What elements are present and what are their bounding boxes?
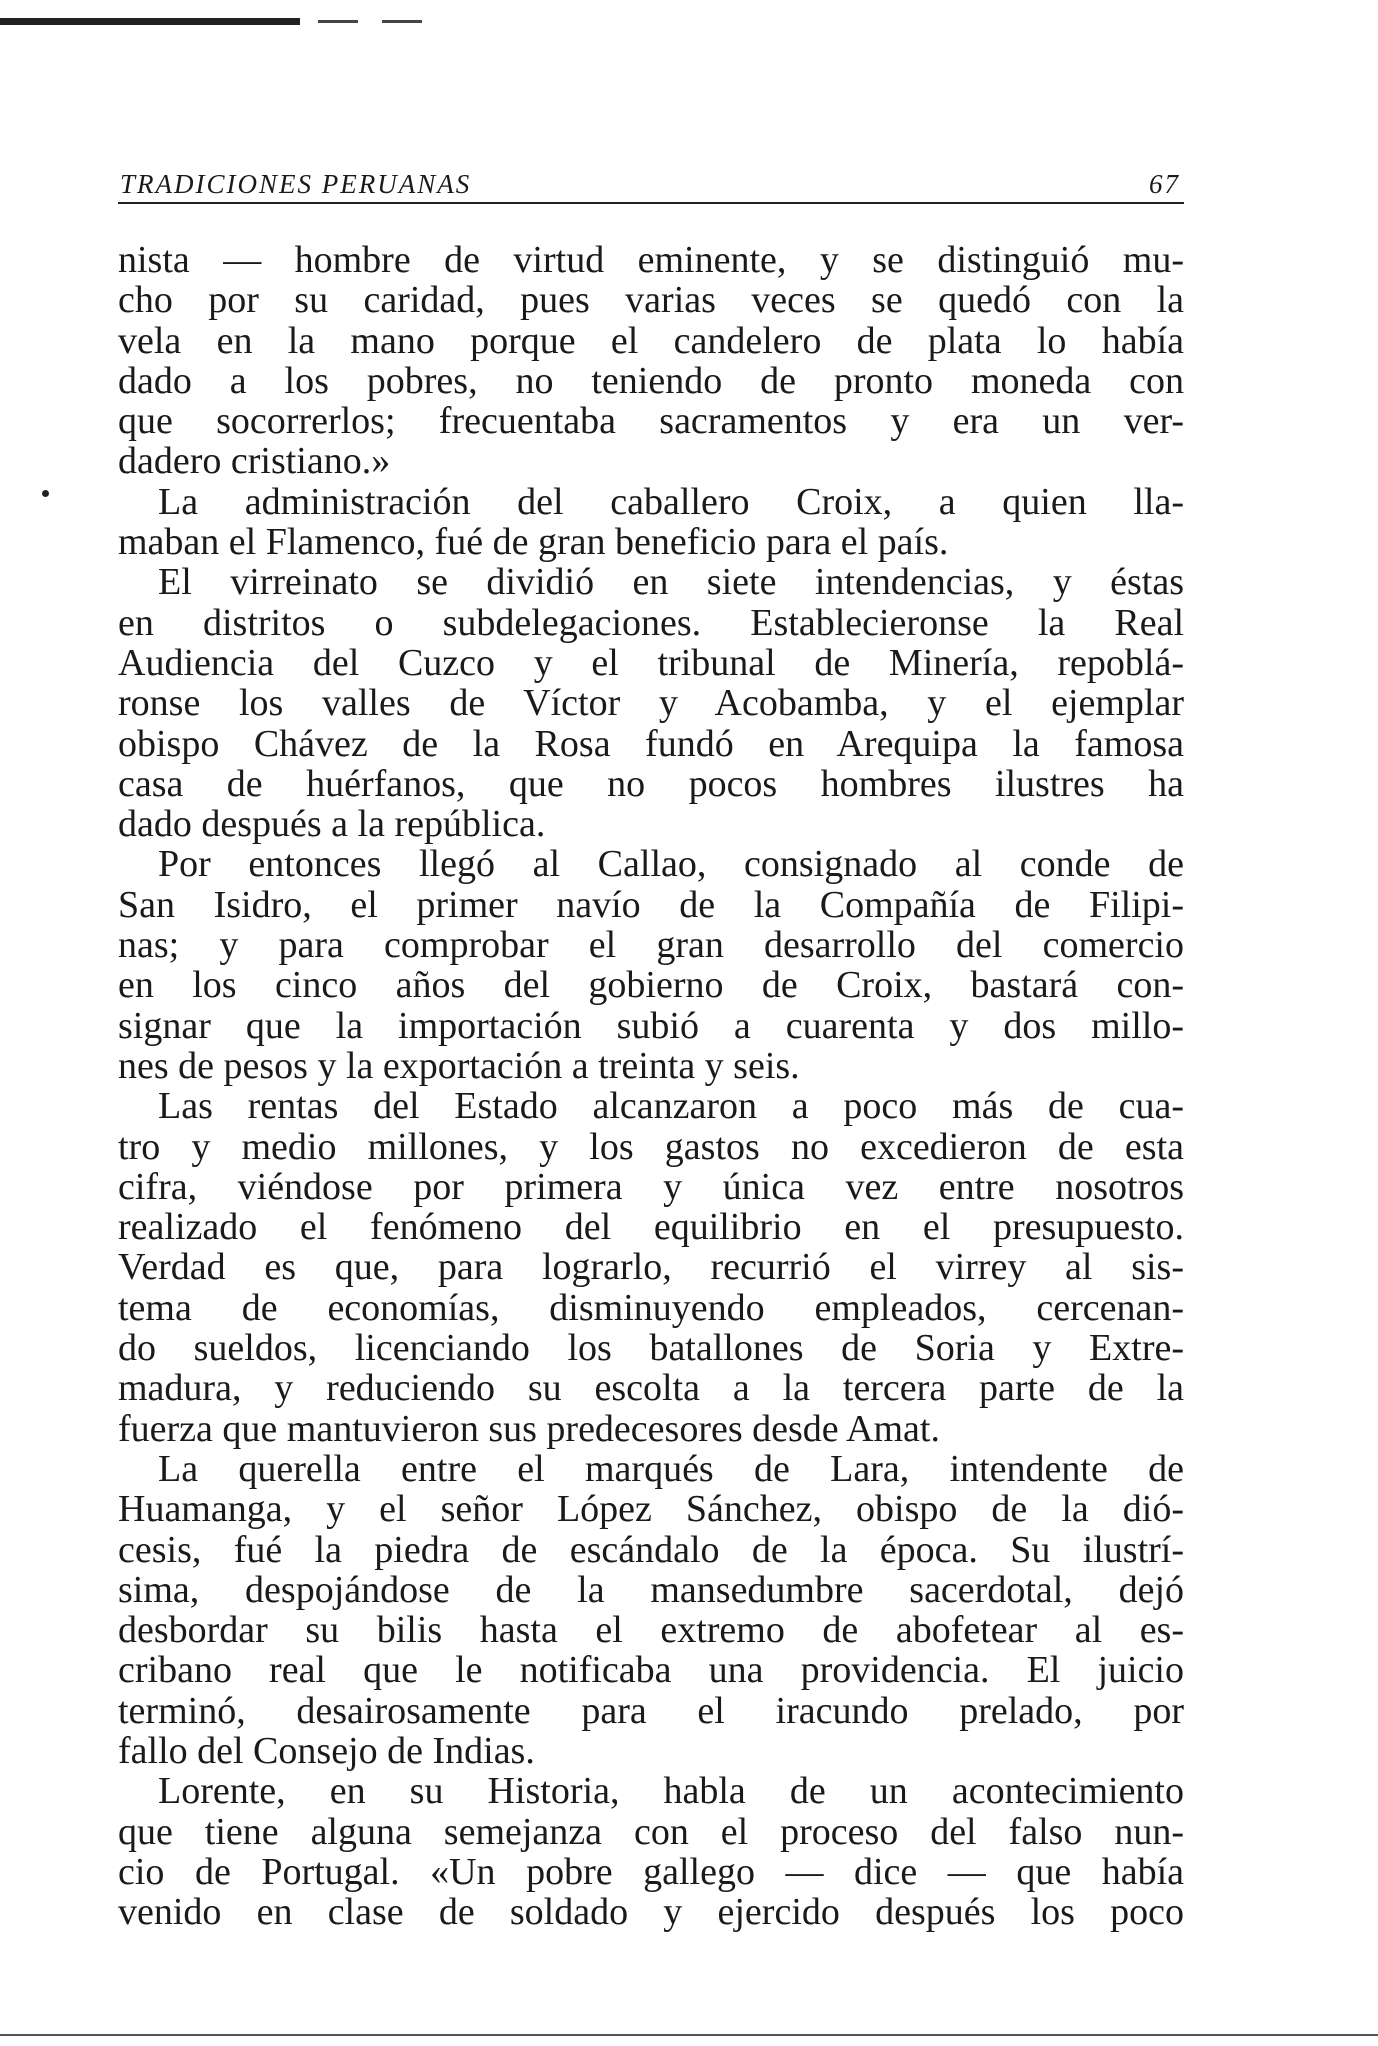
paragraph [118,1086,1184,1449]
text-line: venido en clase de soldado y ejercido después los poco [118,1891,1184,1934]
text-line: casa de huérfanos, que no pocos hombres ilustres ha [118,762,1184,805]
scan-dash [382,20,422,23]
paragraph [118,482,1184,563]
text-line: cribano real que le notificaba una providencia. El juicio [118,1649,1184,1692]
page-number: 67 [1149,169,1180,199]
text-line: nes de pesos y la exportación a treinta y seis. [118,1044,800,1087]
text-line: cesis, fué la piedra de escándalo de la época. Su ilustrí- [118,1528,1184,1571]
text-line: en los cinco años del gobierno de Croix, bastará con- [118,964,1184,1007]
text-line: realizado el fenómeno del equilibrio en el presupuesto. [118,1206,1184,1249]
text-line: Verdad es que, para lograrlo, recurrió el virrey al sis- [118,1246,1184,1289]
body-text [118,240,1184,1932]
text-line: dado después a la república. [118,803,546,846]
margin-mark [42,490,49,497]
text-line: Huamanga, y el señor López Sánchez, obispo de la dió- [118,1488,1184,1531]
text-line: dado a los pobres, no teniendo de pronto moneda con [118,359,1184,402]
text-line: ronse los valles de Víctor y Acobamba, y el ejemplar [118,682,1184,725]
text-line: cio de Portugal. «Un pobre gallego — dice — que había [118,1850,1184,1893]
text-line: San Isidro, el primer navío de la Compañía de Filipi- [118,883,1184,926]
running-header [118,166,1184,204]
text-line: vela en la mano porque el candelero de plata lo había [118,319,1184,362]
paragraph [118,1771,1184,1932]
text-line: madura, y reduciendo su escolta a la tercera parte de la [118,1367,1184,1410]
text-line: La administración del caballero Croix, a quien lla- [158,480,1184,523]
text-line: nista — hombre de virtud eminente, y se distinguió mu- [118,239,1184,281]
scan-rule [0,18,300,25]
paragraph [118,1449,1184,1771]
paragraph [118,844,1184,1086]
text-line: tro y medio millones, y los gastos no excedieron de esta [118,1125,1184,1168]
text-line: signar que la importación subió a cuarenta y dos millo- [118,1004,1184,1047]
text-line: nas; y para comprobar el gran desarrollo del comercio [118,924,1184,967]
text-line: El virreinato se dividió en siete intendencias, y éstas [158,561,1184,604]
text-line: dadero cristiano.» [118,440,391,483]
text-line: tema de economías, disminuyendo empleados, cercenan- [118,1286,1184,1329]
text-line: cifra, viéndose por primera y única vez entre nosotros [118,1165,1184,1208]
text-line: Lorente, en su Historia, habla de un acontecimiento [158,1770,1184,1813]
text-line: fallo del Consejo de Indias. [118,1729,535,1772]
text-line: Audiencia del Cuzco y el tribunal de Minería, repoblá- [118,641,1184,684]
text-line: Por entonces llegó al Callao, consignado al conde de [158,843,1184,886]
text-line: que tiene alguna semejanza con el proceso del falso nun- [118,1810,1184,1853]
text-line: en distritos o subdelegaciones. Establecieronse la Real [118,601,1184,644]
text-line: fuerza que mantuvieron sus predecesores desde Amat. [118,1407,940,1450]
bottom-rule [0,2034,1378,2036]
text-line: Las rentas del Estado alcanzaron a poco más de cua- [158,1085,1184,1128]
paragraph [118,562,1184,844]
paragraph [118,240,1184,482]
header-title: TRADICIONES PERUANAS [120,169,472,199]
top-scan-mark [0,14,440,28]
scan-dash [318,20,358,23]
text-line: que socorrerlos; frecuentaba sacramentos y era un ver- [118,400,1184,443]
text-line: desbordar su bilis hasta el extremo de abofetear al es- [118,1609,1184,1652]
text-line: sima, despojándose de la mansedumbre sacerdotal, dejó [118,1568,1184,1611]
text-line: do sueldos, licenciando los batallones de Soria y Extre- [118,1327,1184,1370]
text-line: La querella entre el marqués de Lara, intendente de [158,1447,1184,1490]
text-line: obispo Chávez de la Rosa fundó en Arequipa la famosa [118,722,1184,765]
text-line: terminó, desairosamente para el iracundo prelado, por [118,1689,1184,1732]
text-line: cho por su caridad, pues varias veces se quedó con la [118,279,1184,322]
text-line: maban el Flamenco, fué de gran beneficio para el país. [118,521,949,564]
